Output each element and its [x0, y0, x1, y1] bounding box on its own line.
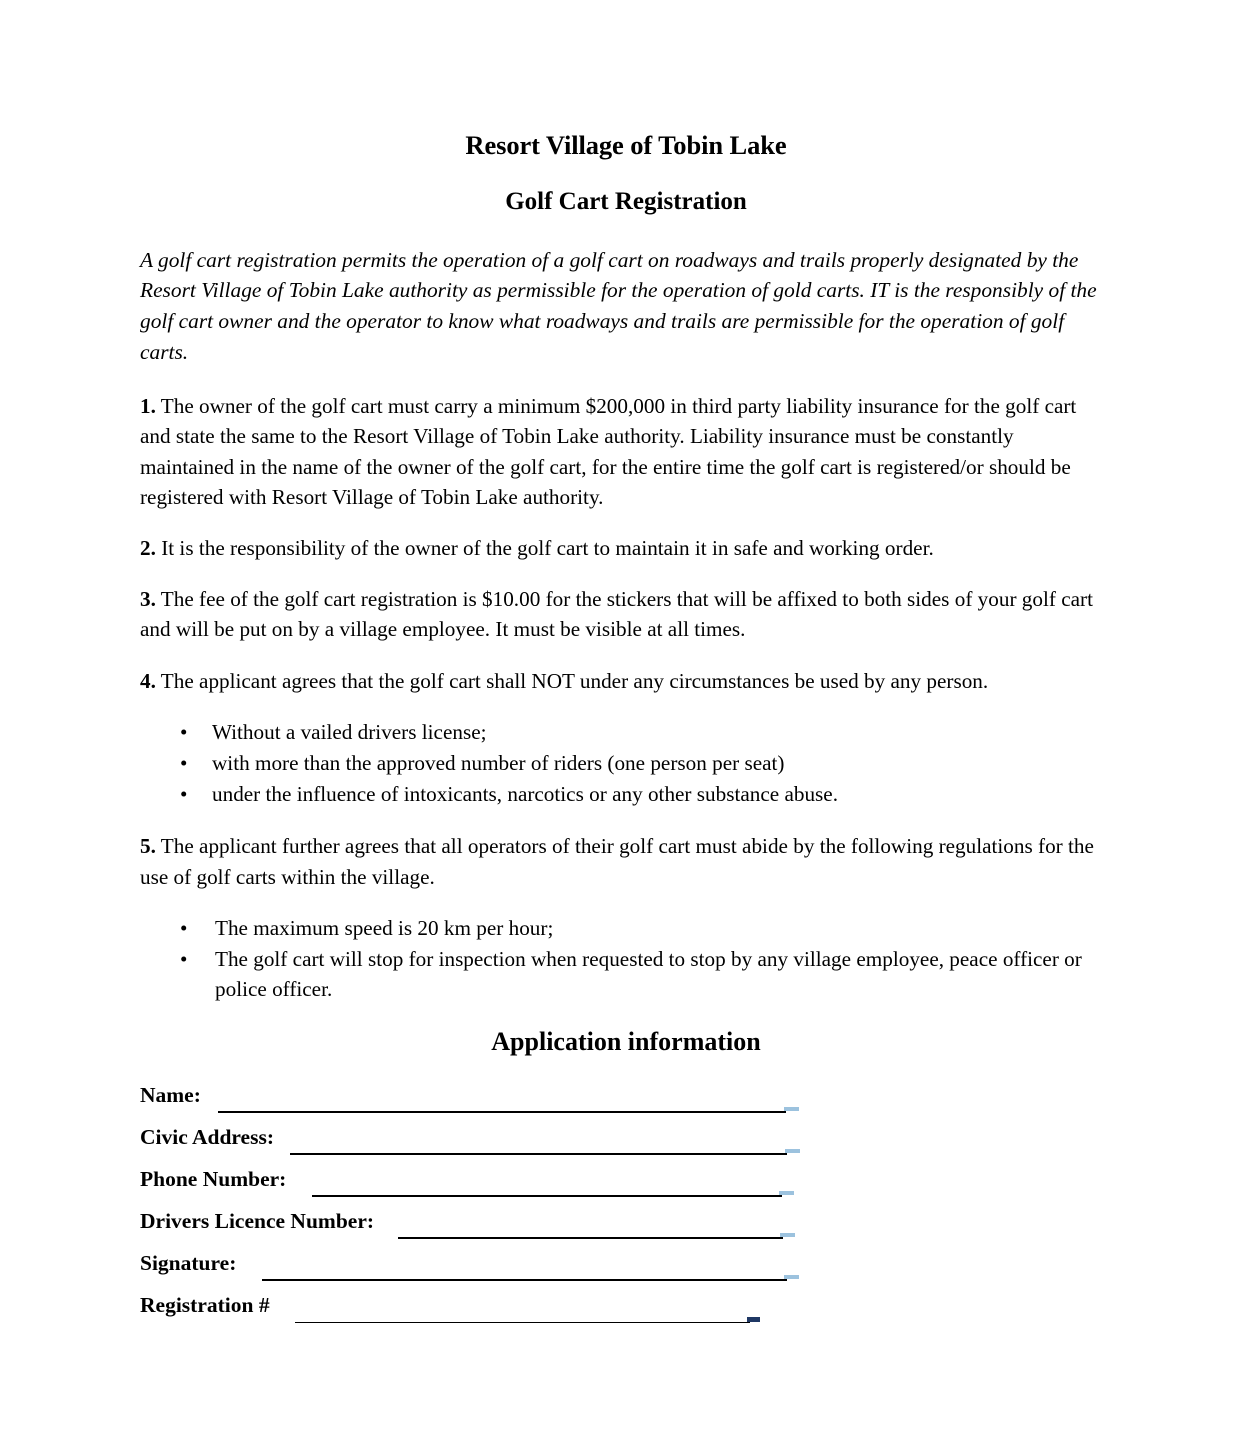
clause-2-number: 2. — [140, 535, 156, 560]
registration-number-label: Registration # — [140, 1292, 270, 1317]
document-content — [140, 130, 1112, 1332]
clause-1-number: 1. — [140, 394, 156, 419]
signature-field-rule — [262, 1279, 787, 1281]
list-item-label: with more than the approved number of riders (one person per seat) — [212, 750, 785, 775]
bullet-icon: • — [180, 750, 188, 775]
list-item — [140, 748, 1112, 778]
signature-label: Signature: — [140, 1250, 237, 1275]
bullet-icon: • — [180, 719, 188, 744]
list-item — [140, 779, 1112, 809]
clause-1-text: The owner of the golf cart must carry a minimum $200,000 in third party liability insurance for the golf cart and state the same to the Resort Village of Tobin Lake authority. Liability insurance must be constantly maintained in the name of the owner of the golf cart, for the entire time the golf cart is registered/or should be registered with Resort Village of Tobin Lake authority. — [140, 394, 1077, 509]
list-item-label: Without a vailed drivers license; — [212, 719, 487, 744]
name-field[interactable] — [218, 1099, 808, 1113]
phone-number-field-rule — [312, 1195, 782, 1197]
bullet-icon: • — [180, 782, 188, 807]
intro-paragraph: A golf cart registration permits the operation of a golf cart on roadways and trails properly designated by the Resort Village of Tobin Lake authority as permissible for the operation of gold carts. IT is the responsibly of the golf cart owner and the operator to know what roadways and trails are permissible for the operation of golf carts. — [140, 247, 1097, 364]
registration-number-field-blue-mark — [747, 1317, 760, 1322]
bullet-icon: • — [180, 946, 188, 971]
signature-field[interactable] — [262, 1267, 810, 1281]
clause-3-text: The fee of the golf cart registration is $10.00 for the stickers that will be affixed to both sides of your golf cart and will be put on by a village employee. It must be visible at all times. — [140, 587, 1093, 642]
list-item-label: The maximum speed is 20 km per hour; — [215, 915, 554, 940]
registration-number-field-rule — [295, 1322, 750, 1323]
form-row-registration-number — [140, 1290, 1112, 1332]
application-information-heading: Application information — [491, 1027, 761, 1057]
drivers-licence-number-field[interactable] — [398, 1225, 808, 1239]
civic-address-field-blue-mark — [785, 1149, 800, 1153]
bullet-icon: • — [180, 915, 188, 940]
clause-3-number: 3. — [140, 587, 156, 612]
form-row-name — [140, 1080, 1112, 1122]
clause-4-text: The applicant agrees that the golf cart shall NOT under any circumstances be used by any person. — [155, 668, 989, 693]
name-field-blue-mark — [784, 1107, 799, 1111]
drivers-licence-number-field-blue-mark — [780, 1233, 795, 1237]
form-row-phone-number — [140, 1164, 1112, 1206]
registration-number-field[interactable] — [295, 1309, 760, 1323]
name-label: Name: — [140, 1082, 201, 1107]
clause-5-number: 5. — [140, 834, 156, 859]
drivers-licence-number-field-rule — [398, 1237, 783, 1239]
signature-field-blue-mark — [784, 1275, 799, 1279]
clause-5 — [140, 831, 1112, 891]
drivers-licence-number-label: Drivers Licence Number: — [140, 1208, 375, 1233]
civic-address-field-rule — [290, 1153, 787, 1155]
clause-4-number: 4. — [140, 668, 156, 693]
form-row-drivers-licence-number — [140, 1206, 1112, 1248]
phone-number-field-blue-mark — [779, 1191, 794, 1195]
page-title: Resort Village of Tobin Lake — [465, 130, 787, 160]
list-item — [140, 944, 1112, 1004]
civic-address-label: Civic Address: — [140, 1124, 274, 1149]
clause-2-text: It is the responsibility of the owner of the golf cart to maintain it in safe and working order. — [155, 535, 934, 560]
list-item-label: The golf cart will stop for inspection when requested to stop by any village employee, peace officer or police officer. — [215, 946, 1082, 1002]
clause-2 — [140, 533, 1112, 563]
phone-number-label: Phone Number: — [140, 1166, 287, 1191]
application-form — [140, 1080, 1112, 1332]
civic-address-field[interactable] — [290, 1141, 810, 1155]
page-subtitle: Golf Cart Registration — [505, 188, 747, 216]
clause-1 — [140, 391, 1112, 512]
list-item — [140, 913, 1112, 943]
clause-3 — [140, 584, 1112, 644]
phone-number-field[interactable] — [312, 1183, 807, 1197]
list-item-label: under the influence of intoxicants, narcotics or any other substance abuse. — [212, 782, 838, 807]
clause-4 — [140, 666, 1112, 696]
list-item — [140, 717, 1112, 747]
regulations-list — [140, 913, 1112, 1005]
form-row-civic-address — [140, 1122, 1112, 1164]
clause-5-text: The applicant further agrees that all operators of their golf cart must abide by the following regulations for the use of golf carts within the village. — [140, 834, 1094, 889]
form-row-signature — [140, 1248, 1112, 1290]
prohibited-use-list — [140, 717, 1112, 810]
name-field-rule — [218, 1111, 786, 1113]
